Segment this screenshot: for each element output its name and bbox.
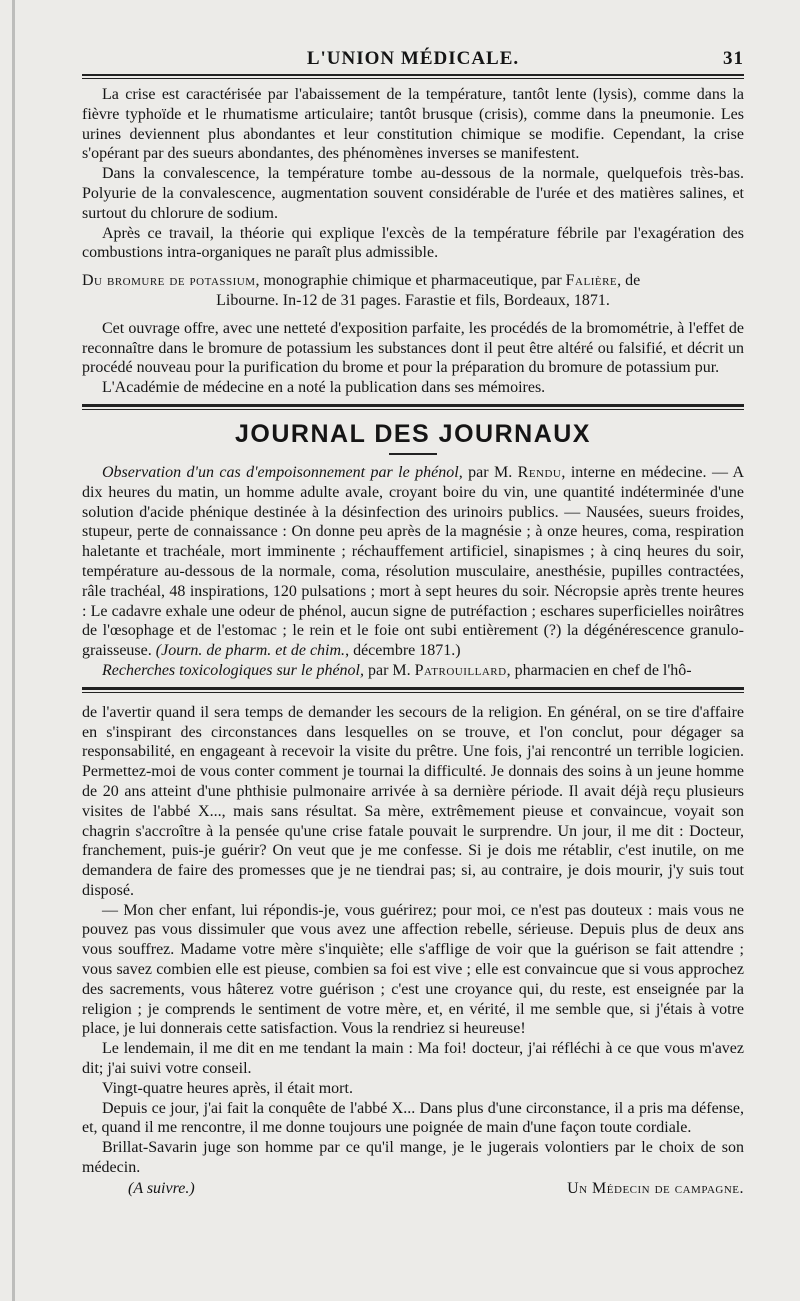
journal-item-1 [82, 463, 744, 661]
running-header [82, 0, 744, 70]
item1-author: Rendu [517, 463, 562, 481]
paragraph-crise: La crise est caractérisée par l'abaissement de la température, tantôt lente (lysis), comme dans la fièvre typhoïde et le rhumatisme articulaire; tantôt brusque (crisis), comme dans la pneumonie. Les urines deviennent plus abondantes et leur constitution chimique se modifie. Cependant, la crise s'opérant par des sueurs abondantes, des phénomènes inverses se manifestent. [82, 86, 744, 163]
item1-by: par M. [462, 463, 518, 481]
paragraph-convalescence: Dans la convalescence, la température tombe au-dessous de la normale, quelquefois très-bas. Polyurie de la convalescence, augmentation souvent considérable de l'urée et des matières salines, et surtout du chlorure de sodium. [82, 165, 744, 222]
review-author-suffix: , de [617, 272, 641, 290]
review-author: Falière [565, 272, 618, 290]
feuilleton-paragraph-3: Le lendemain, il me dit en me tendant la main : Ma foi! docteur, j'ai réfléchi à ce que vous m'avez dit; j'ai suivi votre conseil. [82, 1040, 744, 1078]
item2-author: Patrouillard [414, 661, 507, 679]
review-subtitle: , monographie chimique et pharmaceutique, par [255, 272, 566, 290]
author-signature: Un Médecin de campagne. [567, 1179, 744, 1197]
item2-by: par M. [364, 661, 415, 679]
item1-title: Observation d'un cas d'empoisonnement par le phénol, [102, 463, 463, 481]
review-title: Du bromure de potassium [82, 272, 256, 290]
feuilleton-paragraph-1: de l'avertir quand il sera temps de demander les secours de la religion. En général, on se tire d'affaire en s'inspirant des circonstances dans lesquelles on se trouve, et l'on conclut, pour dégager sa responsabilité, en engageant à recevoir la visite du prêtre. Une fois, j'ai rencontré un terrible logicien. Permettez-moi de vous conter comment je tournai la difficulté. Je donnais des soins à un jeune homme de 20 ans atteint d'une phthisie pulmonaire arrivée à sa dernière période. Il avait déjà reçu plusieurs visites de l'abbé X..., mais sans résultat. Sa mère, extrêmement pieuse et convaincue, voyait son chagrin s'accroître à la pensée qu'une crise fatale pouvait le surprendre. Un jour, il me dit : Docteur, franchement, puis-je guérir? On veut que je me confesse. Si je dois me rétablir, c'est inutile, on me demandera de faire des promesses que je ne tiendrai pas; si, au contraire, je dois mourir, j'y suis tout disposé. [82, 703, 744, 899]
feuilleton-paragraph-4: Vingt-quatre heures après, il était mort. [102, 1079, 353, 1097]
review-publication: Libourne. In-12 de 31 pages. Farastie et fils, Bordeaux, 1871. [216, 291, 610, 309]
feuilleton-rule [82, 687, 744, 693]
item1-date: , décembre 1871.) [345, 642, 461, 660]
item1-body: — A dix heures du matin, un homme adulte avale, croyant boire du vin, une quantité indéterminée d'une solution d'acide phénique destinée à la désinfection des urinoirs publics. — Nausées, sueurs froides, stupeur, perte de connaissance : On donne peu après de la magnésie ; à onze heures, coma, respiration haletante et trachéale, mort imminente ; réchauffement artificiel, sinapismes ; à cinq heures du soir, température au-dessous de la normale, coma, résolution musculaire, anesthésie, pupilles contractées, râle trachéal, 48 inspirations, 120 pulsations ; mort à sept heures du soir. Nécropsie après trente heures : Le cadavre exhale une odeur de phénol, aucun signe de putréfaction ; eschares superficielles noirâtres de l'œsophage et de l'estomac ; le rein et le foie ont subi entièrement (?) la dégénérescence granulo-graisseuse. [82, 463, 745, 660]
journal-title: L'UNION MÉDICALE. [306, 48, 520, 69]
page-number: 31 [723, 48, 744, 69]
item1-source: (Journ. de pharm. et de chim. [155, 642, 346, 660]
to-be-continued: (A suivre.) [128, 1179, 195, 1197]
signoff-line [82, 1180, 744, 1198]
item2-title: Recherches toxicologiques sur le phénol, [102, 661, 364, 679]
book-review-heading [82, 271, 744, 311]
review-paragraph-2: L'Académie de médecine en a noté la publication dans ses mémoires. [102, 379, 546, 397]
review-paragraph-1: Cet ouvrage offre, avec une netteté d'exposition parfaite, les procédés de la bromométrie, à l'effet de reconnaître dans le bromure de potassium les substances dont il peut être altéré ou falsifié, et décrit un procédé nouveau pour la purification du brome et pour la préparation du bromure de potassium pur. [82, 319, 744, 377]
item2-role: , pharmacien en chef de l'hô- [506, 661, 692, 679]
paragraph-theorie: Après ce travail, la théorie qui explique l'excès de la température fébrile par l'exagération des combustions intra-organiques ne paraît plus admissible. [82, 224, 744, 262]
section-rule [82, 404, 744, 410]
feuilleton-paragraph-6: Brillat-Savarin juge son homme par ce qu'il mange, je le jugerais volontiers par le choix de son médecin. [82, 1139, 744, 1177]
feuilleton-paragraph-5: Depuis ce jour, j'ai fait la conquête de l'abbé X... Dans plus d'une circonstance, il a pris ma défense, et, quand il me rencontre, il me donne toujours une poignée de main d'une façon toute cordiale. [82, 1099, 744, 1137]
feuilleton-paragraph-2: — Mon cher enfant, lui répondis-je, vous guérirez; pour moi, ce n'est pas douteux : mais vous ne pouvez pas vous dissimuler que vous avez une affection rebelle, sérieuse. Depuis plus de deux ans vous souffrez. Madame votre mère s'inquiète; elle s'afflige de voir que la guérison se fait attendre ; vous savez combien elle est pieuse, combien sa foi est vive ; elle est convaincue que si vous approchez des sacrements, vous hâterez votre guérison ; c'est une croyance qui, du reste, est enseignée par la religion ; je comprends le sentiment de votre mère, et, en vérité, il me semble que, si j'étais à votre place, je lui donnerais cette satisfaction. Vous la rendriez si heureuse! [82, 901, 744, 1038]
section-title-rule [389, 453, 437, 455]
item1-role: , interne en médecine. [561, 463, 707, 481]
section-title: JOURNAL DES JOURNAUX [235, 419, 591, 448]
page-edge [12, 0, 15, 1301]
header-rule [82, 74, 744, 79]
journal-item-2 [82, 661, 744, 681]
